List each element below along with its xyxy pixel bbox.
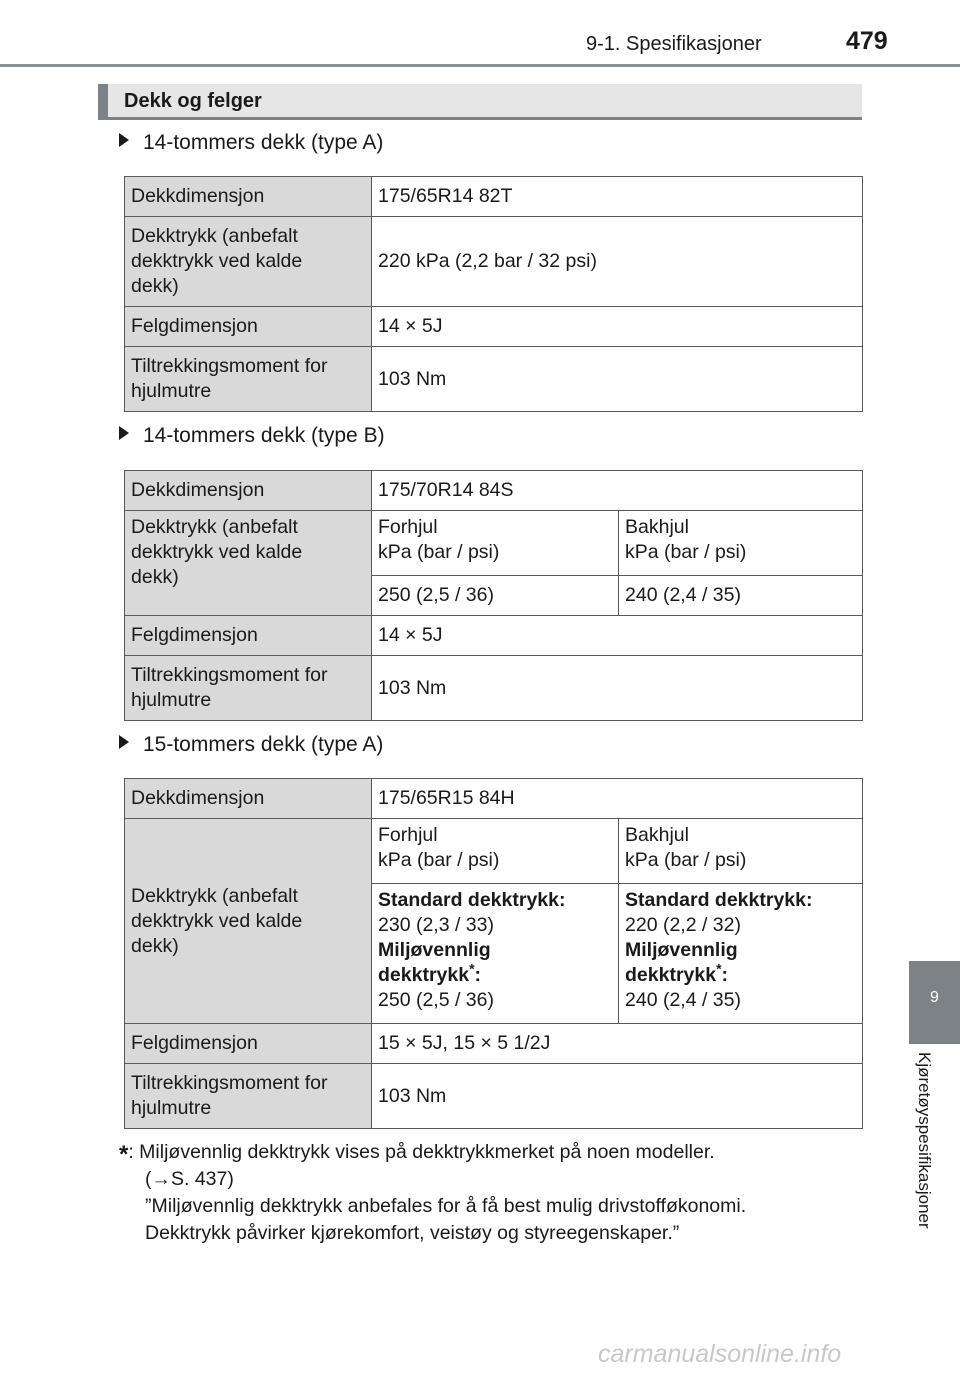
spec-table-14-type-a — [124, 176, 863, 412]
label-line: dekktrykk ved kalde — [131, 541, 303, 563]
header-line: kPa (bar / psi) — [378, 849, 500, 871]
subheading-text: 14-tommers dekk (type A) — [143, 131, 384, 154]
footnote-line: ”Miljøvennlig dekktrykk anbefales for å få best mulig drivstofføkonomi. — [145, 1195, 747, 1217]
eco-pressure-value: 240 (2,4 / 35) — [625, 989, 741, 1011]
label-tire-pressure — [125, 217, 372, 307]
header-rule — [0, 64, 960, 67]
chapter-title: 9-1. Spesifikasjoner — [586, 33, 762, 55]
subheading-14-type-a — [119, 131, 383, 155]
header-line: kPa (bar / psi) — [625, 541, 747, 563]
colon: : — [721, 964, 729, 986]
label-tire-pressure — [125, 819, 372, 1024]
value-rim-size: 14 × 5J — [372, 616, 863, 656]
label-line: hjulmutre — [131, 689, 212, 711]
table-row — [125, 471, 863, 511]
value-rear-pressure: 240 (2,4 / 35) — [619, 576, 863, 616]
bullet-triangle-icon — [119, 426, 129, 440]
label-nut-torque — [125, 1064, 372, 1129]
header-line: kPa (bar / psi) — [378, 541, 500, 563]
value-rear-pressure — [619, 884, 863, 1024]
table-row — [125, 819, 863, 884]
subheading-14-type-b — [119, 424, 385, 448]
value-nut-torque: 103 Nm — [372, 656, 863, 721]
bullet-triangle-icon — [119, 735, 129, 749]
label-rim-size: Felgdimensjon — [125, 616, 372, 656]
label-nut-torque — [125, 347, 372, 412]
standard-pressure-label: Standard dekktrykk: — [378, 889, 566, 911]
label-line: dekk) — [131, 566, 179, 588]
label-tire-size: Dekkdimensjon — [125, 177, 372, 217]
table-row — [125, 217, 863, 307]
label-line: dekktrykk ved kalde — [131, 909, 303, 932]
footnote — [119, 1139, 859, 1247]
label-line: dekk) — [131, 275, 179, 297]
subheading-text: 14-tommers dekk (type B) — [143, 424, 385, 447]
value-nut-torque: 103 Nm — [372, 347, 863, 412]
table-row — [125, 1024, 863, 1064]
footnote-line: : Miljøvennlig dekktrykk vises på dekktrykkmerket på noen modeller. — [128, 1141, 715, 1163]
header-front-wheel — [372, 819, 619, 884]
subheading-15-type-a — [119, 733, 383, 757]
value-tire-size: 175/70R14 84S — [372, 471, 863, 511]
label-rim-size: Felgdimensjon — [125, 307, 372, 347]
side-tab-number: 9 — [930, 989, 939, 1006]
label-line: Dekktrykk (anbefalt — [131, 516, 298, 538]
eco-pressure-label: dekktrykk — [625, 964, 717, 986]
label-line: Dekktrykk (anbefalt — [131, 225, 298, 247]
footnote-star: * — [469, 960, 475, 977]
standard-pressure-label: Standard dekktrykk: — [625, 889, 813, 911]
table-row — [125, 779, 863, 819]
page-number: 479 — [846, 27, 888, 55]
page-reference-link[interactable]: (→S. 437) — [145, 1168, 234, 1190]
header-line: Forhjul — [378, 516, 438, 538]
value-tire-size: 175/65R14 82T — [372, 177, 863, 217]
bullet-triangle-icon — [119, 133, 129, 147]
label-line: Tiltrekkingsmoment for — [131, 355, 328, 377]
label-line: Tiltrekkingsmoment for — [131, 664, 328, 686]
spec-table-14-type-b — [124, 470, 863, 721]
eco-pressure-label: dekktrykk — [378, 964, 470, 986]
label-tire-size: Dekkdimensjon — [125, 779, 372, 819]
value-tire-size: 175/65R15 84H — [372, 779, 863, 819]
label-tire-size: Dekkdimensjon — [125, 471, 372, 511]
table-row — [125, 1064, 863, 1129]
header-line: kPa (bar / psi) — [625, 849, 747, 871]
colon: : — [474, 964, 482, 986]
label-tire-pressure — [125, 511, 372, 616]
chapter-side-tab — [909, 961, 960, 1044]
table-row — [125, 616, 863, 656]
table-row — [125, 511, 863, 576]
standard-pressure-value: 220 (2,2 / 32) — [625, 914, 741, 936]
label-line: hjulmutre — [131, 1097, 212, 1119]
value-tire-pressure: 220 kPa (2,2 bar / 32 psi) — [372, 217, 863, 307]
section-title: Dekk og felger — [124, 90, 262, 112]
label-line: dekk) — [131, 934, 179, 957]
header-line: Forhjul — [378, 824, 438, 846]
footnote-marker: * — [119, 1141, 129, 1168]
header-line: Bakhjul — [625, 824, 689, 846]
header-line: Bakhjul — [625, 516, 689, 538]
label-line: hjulmutre — [131, 380, 212, 402]
table-row — [125, 177, 863, 217]
section-title-bar — [98, 84, 862, 120]
side-label-wrapper — [909, 1052, 960, 1282]
value-front-pressure — [372, 884, 619, 1024]
table-row — [125, 656, 863, 721]
eco-pressure-label: Miljøvennlig — [625, 939, 738, 961]
eco-pressure-label: Miljøvennlig — [378, 939, 491, 961]
eco-pressure-value: 250 (2,5 / 36) — [378, 989, 494, 1011]
table-row — [125, 347, 863, 412]
header-front-wheel — [372, 511, 619, 576]
value-rim-size: 15 × 5J, 15 × 5 1/2J — [372, 1024, 863, 1064]
value-rim-size: 14 × 5J — [372, 307, 863, 347]
header-rear-wheel — [619, 511, 863, 576]
table-row — [125, 307, 863, 347]
standard-pressure-value: 230 (2,3 / 33) — [378, 914, 494, 936]
footnote-line: Dekktrykk påvirker kjørekomfort, veistøy og styreegenskaper.” — [145, 1222, 680, 1244]
spec-table-15-type-a — [124, 778, 863, 1129]
header-rear-wheel — [619, 819, 863, 884]
label-nut-torque — [125, 656, 372, 721]
watermark: carmanualsonline.info — [598, 1340, 842, 1368]
label-line: Tiltrekkingsmoment for — [131, 1072, 328, 1094]
label-line: Dekktrykk (anbefalt — [131, 884, 298, 907]
value-front-pressure: 250 (2,5 / 36) — [372, 576, 619, 616]
subheading-text: 15-tommers dekk (type A) — [143, 733, 384, 756]
label-rim-size: Felgdimensjon — [125, 1024, 372, 1064]
footnote-star: * — [716, 960, 722, 977]
value-nut-torque: 103 Nm — [372, 1064, 863, 1129]
side-tab-label: Kjøretøyspesifikasjoner — [915, 1052, 934, 1229]
label-line: dekktrykk ved kalde — [131, 250, 303, 272]
